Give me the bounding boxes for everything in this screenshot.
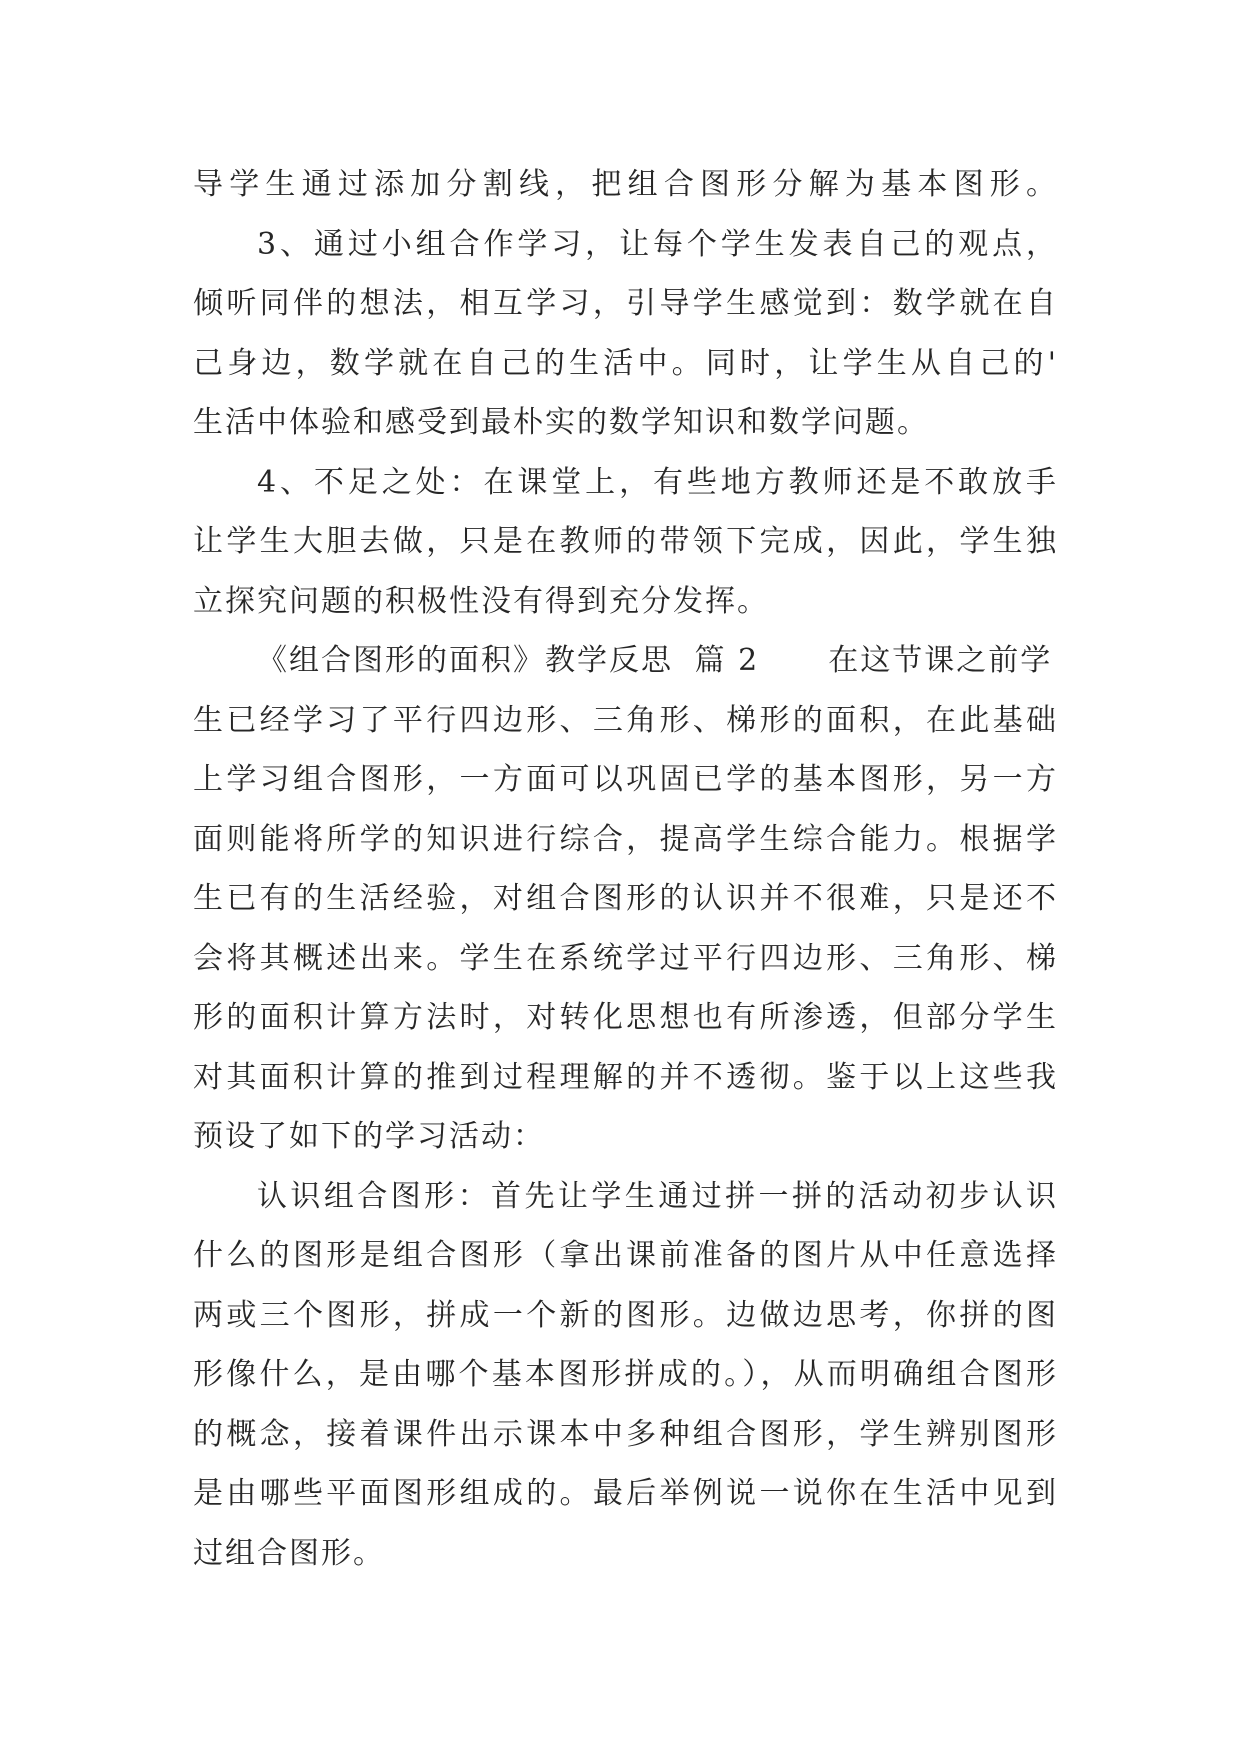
text-line: 是由哪些平面图形组成的。最后举例说一说你在生活中见到 [193,1476,1058,1511]
text-line: 会将其概述出来。学生在系统学过平行四边形、三角形、梯 [193,940,1058,976]
text-line: 生已有的生活经验，对组合图形的认识并不很难，只是还不 [193,881,1058,916]
text-line: 什么的图形是组合图形（拿出课前准备的图片从中任意选择 [193,1238,1058,1273]
text-line: 预设了如下的学习活动： [193,1119,545,1154]
text-line: 立探究问题的积极性没有得到充分发挥。 [193,583,769,619]
text-line: 认识组合图形：首先让学生通过拼一拼的活动初步认识 [257,1178,1058,1214]
text-line: 形像什么，是由哪个基本图形拼成的。），从而明确组合图形 [193,1357,1058,1392]
text-line: 面则能将所学的知识进行综合，提高学生综合能力。根据学 [193,821,1058,857]
text-line: 导学生通过添加分割线，把组合图形分解为基本图形。 [193,167,1058,202]
text-line: 生活中体验和感受到最朴实的数学知识和数学问题。 [193,405,929,440]
text-line: 生已经学习了平行四边形、三角形、梯形的面积，在此基础 [193,702,1058,738]
text-line: 3、通过小组合作学习，让每个学生发表自己的观点， [257,226,1058,262]
text-line: 两或三个图形，拼成一个新的图形。边做边思考，你拼的图 [193,1297,1058,1333]
text-line: 己身边，数学就在自己的生活中。同时，让学生从自己的' [193,345,1058,381]
section-number: 篇 2 [694,643,760,678]
text-line: 上学习组合图形，一方面可以巩固已学的基本图形，另一方 [193,762,1058,797]
text-line: 形的面积计算方法时，对转化思想也有所渗透，但部分学生 [193,1000,1058,1035]
text-line: 4、不足之处：在课堂上，有些地方教师还是不敢放手 [257,464,1058,500]
text-line-start: 在这节课之前学 [828,643,1053,678]
text-line: 让学生大胆去做，只是在教师的带领下完成，因此，学生独 [193,524,1058,559]
text-line: 过组合图形。 [193,1535,385,1571]
text-line: 对其面积计算的推到过程理解的并不透彻。鉴于以上这些我 [193,1059,1058,1095]
body-text [193,155,1058,1583]
section-heading: 《组合图形的面积》教学反思 [257,643,673,678]
section-heading-line [193,631,1058,691]
text-line: 倾听同伴的想法，相互学习，引导学生感觉到：数学就在自 [193,286,1058,321]
text-line: 的概念，接着课件出示课本中多种组合图形，学生辨别图形 [193,1416,1058,1452]
